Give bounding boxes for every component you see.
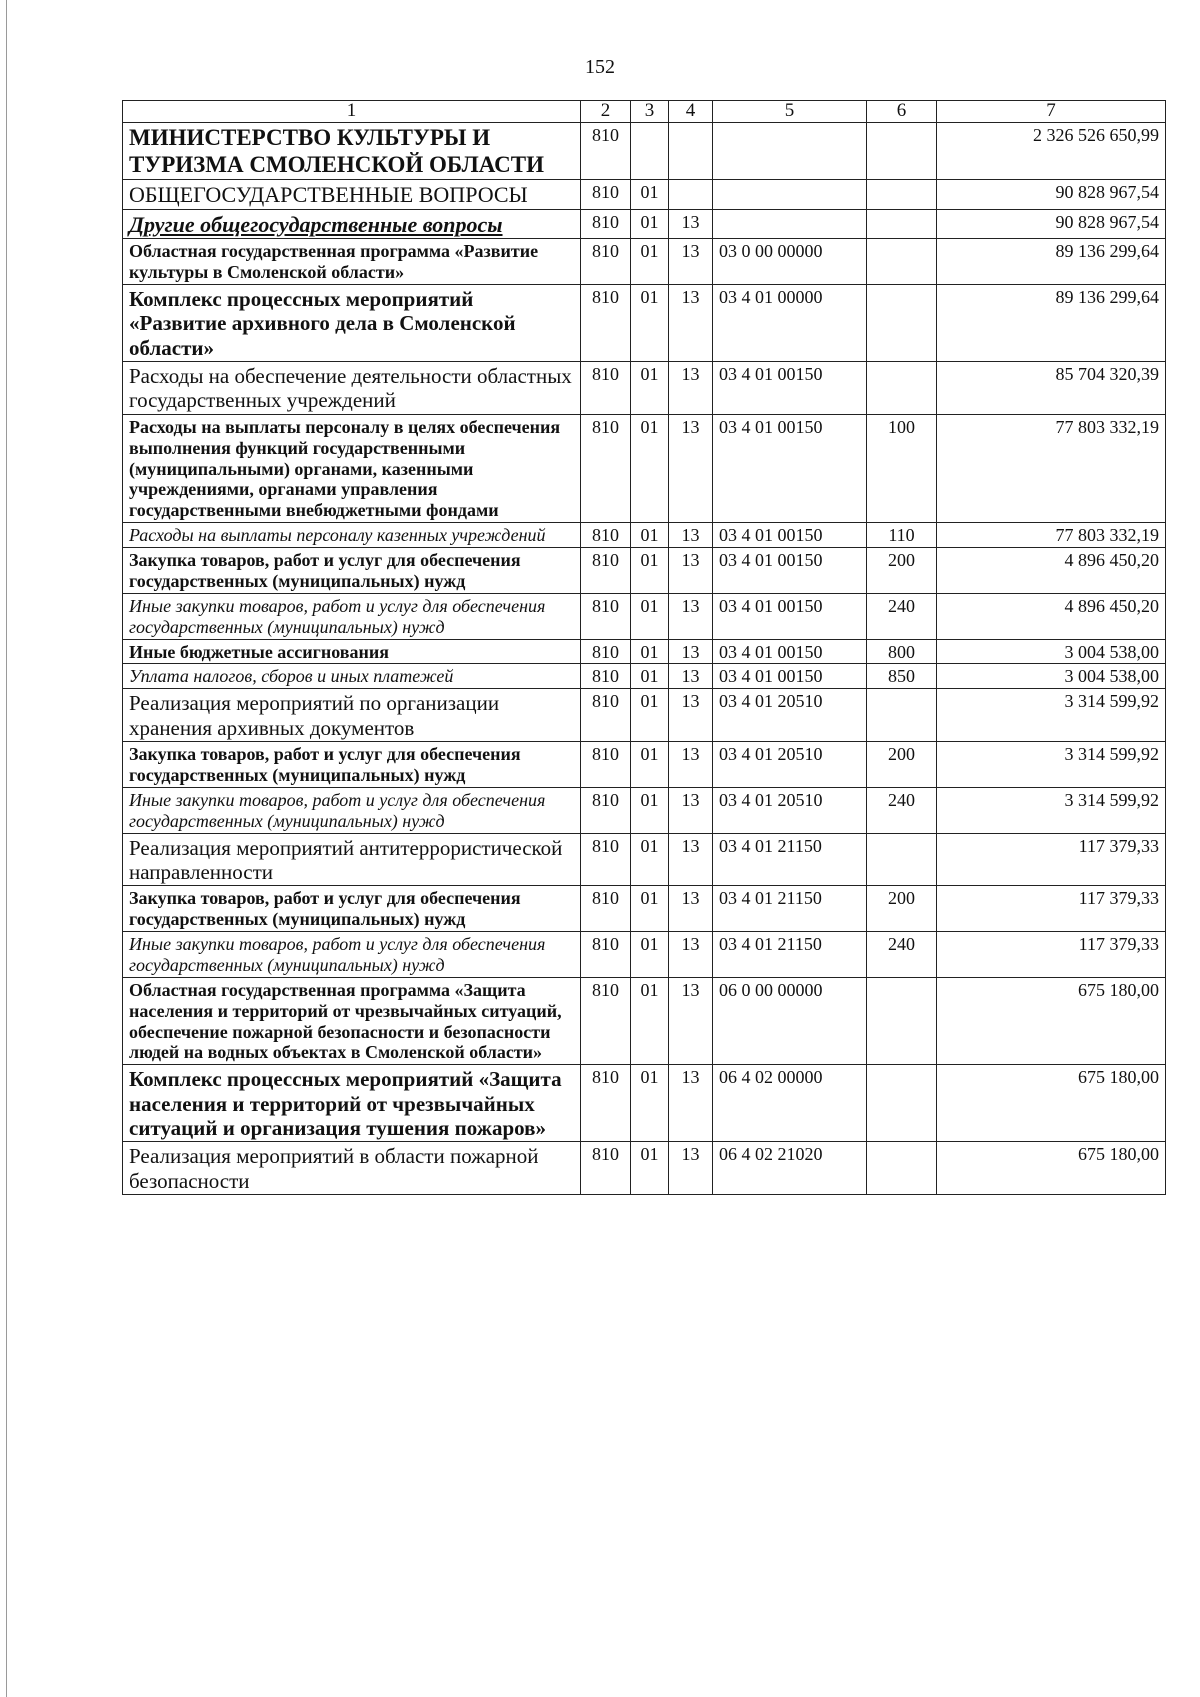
subsection-code-cell: 13 bbox=[669, 239, 713, 285]
subsection-code-cell: 13 bbox=[669, 414, 713, 522]
expense-type-cell: 240 bbox=[867, 932, 937, 978]
ministry-code-cell: 810 bbox=[581, 548, 631, 594]
ministry-code-cell: 810 bbox=[581, 239, 631, 285]
target-article-cell bbox=[713, 122, 867, 179]
table-row bbox=[123, 414, 1166, 522]
column-header: 3 bbox=[631, 101, 669, 123]
row-name-cell: ОБЩЕГОСУДАРСТВЕННЫЕ ВОПРОСЫ bbox=[123, 180, 581, 210]
table-row bbox=[123, 523, 1166, 548]
ministry-code-cell: 810 bbox=[581, 285, 631, 362]
row-name-cell: Иные закупки товаров, работ и услуг для обеспечения государственных (муниципальных) нужд bbox=[123, 932, 581, 978]
section-code-cell: 01 bbox=[631, 523, 669, 548]
table-row bbox=[123, 689, 1166, 742]
expense-type-cell bbox=[867, 239, 937, 285]
target-article-cell: 03 4 01 00150 bbox=[713, 523, 867, 548]
amount-cell: 2 326 526 650,99 bbox=[937, 122, 1166, 179]
section-code-cell: 01 bbox=[631, 239, 669, 285]
expense-type-cell: 200 bbox=[867, 886, 937, 932]
row-name-cell: Комплекс процессных мероприятий «Защита населения и территорий от чрезвычайных ситуаций и организация тушения пожаров» bbox=[123, 1065, 581, 1142]
expense-type-cell: 200 bbox=[867, 742, 937, 788]
expense-type-cell: 110 bbox=[867, 523, 937, 548]
ministry-code-cell: 810 bbox=[581, 593, 631, 639]
expense-type-cell bbox=[867, 1065, 937, 1142]
target-article-cell: 06 0 00 00000 bbox=[713, 977, 867, 1065]
table-row bbox=[123, 833, 1166, 886]
table-row bbox=[123, 664, 1166, 689]
ministry-code-cell: 810 bbox=[581, 122, 631, 179]
section-code-cell: 01 bbox=[631, 664, 669, 689]
subsection-code-cell: 13 bbox=[669, 285, 713, 362]
target-article-cell: 06 4 02 00000 bbox=[713, 1065, 867, 1142]
row-name-cell: Областная государственная программа «Развитие культуры в Смоленской области» bbox=[123, 239, 581, 285]
ministry-code-cell: 810 bbox=[581, 932, 631, 978]
ministry-code-cell: 810 bbox=[581, 1065, 631, 1142]
table-row bbox=[123, 787, 1166, 833]
target-article-cell: 03 4 01 00000 bbox=[713, 285, 867, 362]
amount-cell: 3 314 599,92 bbox=[937, 742, 1166, 788]
target-article-cell: 03 4 01 00150 bbox=[713, 414, 867, 522]
expense-type-cell bbox=[867, 180, 937, 210]
row-name-cell: Закупка товаров, работ и услуг для обеспечения государственных (муниципальных) нужд bbox=[123, 886, 581, 932]
subsection-code-cell: 13 bbox=[669, 833, 713, 886]
subsection-code-cell: 13 bbox=[669, 362, 713, 415]
ministry-code-cell: 810 bbox=[581, 639, 631, 664]
subsection-code-cell: 13 bbox=[669, 523, 713, 548]
ministry-code-cell: 810 bbox=[581, 209, 631, 239]
subsection-code-cell: 13 bbox=[669, 787, 713, 833]
target-article-cell: 03 4 01 00150 bbox=[713, 548, 867, 594]
ministry-code-cell: 810 bbox=[581, 886, 631, 932]
column-header: 1 bbox=[123, 101, 581, 123]
section-code-cell: 01 bbox=[631, 689, 669, 742]
column-header: 4 bbox=[669, 101, 713, 123]
ministry-code-cell: 810 bbox=[581, 362, 631, 415]
page-number: 152 bbox=[585, 56, 615, 78]
amount-cell: 3 314 599,92 bbox=[937, 787, 1166, 833]
row-name-cell: Реализация мероприятий по организации хранения архивных документов bbox=[123, 689, 581, 742]
amount-cell: 4 896 450,20 bbox=[937, 593, 1166, 639]
ministry-code-cell: 810 bbox=[581, 787, 631, 833]
amount-cell: 89 136 299,64 bbox=[937, 239, 1166, 285]
amount-cell: 90 828 967,54 bbox=[937, 209, 1166, 239]
target-article-cell: 03 4 01 20510 bbox=[713, 742, 867, 788]
row-name-cell: Расходы на выплаты персоналу казенных учреждений bbox=[123, 523, 581, 548]
row-name-cell: Комплекс процессных мероприятий «Развитие архивного дела в Смоленской области» bbox=[123, 285, 581, 362]
table-row bbox=[123, 122, 1166, 179]
table-row bbox=[123, 639, 1166, 664]
row-name-cell: Закупка товаров, работ и услуг для обеспечения государственных (муниципальных) нужд bbox=[123, 742, 581, 788]
section-code-cell: 01 bbox=[631, 1065, 669, 1142]
expense-type-cell: 240 bbox=[867, 787, 937, 833]
ministry-code-cell: 810 bbox=[581, 523, 631, 548]
expense-type-cell: 800 bbox=[867, 639, 937, 664]
subsection-code-cell: 13 bbox=[669, 742, 713, 788]
column-header: 7 bbox=[937, 101, 1166, 123]
column-header: 6 bbox=[867, 101, 937, 123]
target-article-cell: 03 4 01 20510 bbox=[713, 787, 867, 833]
section-code-cell: 01 bbox=[631, 742, 669, 788]
amount-cell: 117 379,33 bbox=[937, 833, 1166, 886]
section-code-cell: 01 bbox=[631, 593, 669, 639]
section-code-cell bbox=[631, 122, 669, 179]
section-code-cell: 01 bbox=[631, 639, 669, 664]
row-name-cell: Расходы на выплаты персоналу в целях обеспечения выполнения функций государственными (муниципальными) органами, казенными учреждениями, органами управления государственными внебюджетными фондами bbox=[123, 414, 581, 522]
target-article-cell: 06 4 02 21020 bbox=[713, 1142, 867, 1195]
row-name-cell: Иные закупки товаров, работ и услуг для обеспечения государственных (муниципальных) нужд bbox=[123, 593, 581, 639]
table-row bbox=[123, 209, 1166, 239]
row-name-cell: Иные бюджетные ассигнования bbox=[123, 639, 581, 664]
amount-cell: 675 180,00 bbox=[937, 977, 1166, 1065]
ministry-code-cell: 810 bbox=[581, 414, 631, 522]
section-code-cell: 01 bbox=[631, 548, 669, 594]
section-code-cell: 01 bbox=[631, 833, 669, 886]
table-row bbox=[123, 180, 1166, 210]
section-code-cell: 01 bbox=[631, 362, 669, 415]
expense-type-cell: 200 bbox=[867, 548, 937, 594]
section-code-cell: 01 bbox=[631, 932, 669, 978]
target-article-cell: 03 4 01 20510 bbox=[713, 689, 867, 742]
ministry-code-cell: 810 bbox=[581, 1142, 631, 1195]
row-name-cell: Реализация мероприятий в области пожарной безопасности bbox=[123, 1142, 581, 1195]
table-row bbox=[123, 932, 1166, 978]
row-name-cell: Иные закупки товаров, работ и услуг для обеспечения государственных (муниципальных) нужд bbox=[123, 787, 581, 833]
ministry-code-cell: 810 bbox=[581, 664, 631, 689]
table-row bbox=[123, 285, 1166, 362]
subsection-code-cell: 13 bbox=[669, 886, 713, 932]
subsection-code-cell: 13 bbox=[669, 1142, 713, 1195]
target-article-cell bbox=[713, 180, 867, 210]
table-row bbox=[123, 742, 1166, 788]
row-name-cell: Закупка товаров, работ и услуг для обеспечения государственных (муниципальных) нужд bbox=[123, 548, 581, 594]
section-code-cell: 01 bbox=[631, 180, 669, 210]
section-code-cell: 01 bbox=[631, 209, 669, 239]
amount-cell: 77 803 332,19 bbox=[937, 523, 1166, 548]
subsection-code-cell bbox=[669, 122, 713, 179]
expense-type-cell bbox=[867, 209, 937, 239]
subsection-code-cell: 13 bbox=[669, 664, 713, 689]
section-code-cell: 01 bbox=[631, 977, 669, 1065]
scan-edge-line bbox=[6, 0, 7, 1697]
subsection-code-cell: 13 bbox=[669, 932, 713, 978]
target-article-cell: 03 4 01 21150 bbox=[713, 932, 867, 978]
subsection-code-cell: 13 bbox=[669, 689, 713, 742]
ministry-code-cell: 810 bbox=[581, 833, 631, 886]
table-row bbox=[123, 886, 1166, 932]
table-row bbox=[123, 362, 1166, 415]
subsection-code-cell: 13 bbox=[669, 1065, 713, 1142]
subsection-code-cell bbox=[669, 180, 713, 210]
expense-type-cell: 240 bbox=[867, 593, 937, 639]
table-row bbox=[123, 1065, 1166, 1142]
expense-type-cell bbox=[867, 285, 937, 362]
target-article-cell: 03 4 01 00150 bbox=[713, 362, 867, 415]
table-row bbox=[123, 593, 1166, 639]
row-name-cell: МИНИСТЕРСТВО КУЛЬТУРЫ И ТУРИЗМА СМОЛЕНСКОЙ ОБЛАСТИ bbox=[123, 122, 581, 179]
row-name-cell: Областная государственная программа «Защита населения и территорий от чрезвычайных ситуаций, обеспечение пожарной безопасности и безопасности людей на водных объектах в Смоленской области» bbox=[123, 977, 581, 1065]
column-header: 2 bbox=[581, 101, 631, 123]
column-header: 5 bbox=[713, 101, 867, 123]
table-row bbox=[123, 977, 1166, 1065]
row-name-cell: Расходы на обеспечение деятельности областных государственных учреждений bbox=[123, 362, 581, 415]
section-code-cell: 01 bbox=[631, 886, 669, 932]
subsection-code-cell: 13 bbox=[669, 639, 713, 664]
expense-type-cell bbox=[867, 689, 937, 742]
target-article-cell bbox=[713, 209, 867, 239]
subsection-code-cell: 13 bbox=[669, 977, 713, 1065]
target-article-cell: 03 0 00 00000 bbox=[713, 239, 867, 285]
section-code-cell: 01 bbox=[631, 787, 669, 833]
expense-type-cell bbox=[867, 362, 937, 415]
ministry-code-cell: 810 bbox=[581, 689, 631, 742]
expense-type-cell: 850 bbox=[867, 664, 937, 689]
expense-type-cell bbox=[867, 122, 937, 179]
table-row bbox=[123, 239, 1166, 285]
target-article-cell: 03 4 01 21150 bbox=[713, 886, 867, 932]
ministry-code-cell: 810 bbox=[581, 180, 631, 210]
target-article-cell: 03 4 01 00150 bbox=[713, 593, 867, 639]
target-article-cell: 03 4 01 00150 bbox=[713, 639, 867, 664]
ministry-code-cell: 810 bbox=[581, 977, 631, 1065]
table-row bbox=[123, 1142, 1166, 1195]
expense-type-cell bbox=[867, 833, 937, 886]
subsection-code-cell: 13 bbox=[669, 548, 713, 594]
amount-cell: 89 136 299,64 bbox=[937, 285, 1166, 362]
row-name-cell: Другие общегосударственные вопросы bbox=[123, 209, 581, 239]
row-name-cell: Уплата налогов, сборов и иных платежей bbox=[123, 664, 581, 689]
target-article-cell: 03 4 01 00150 bbox=[713, 664, 867, 689]
expense-type-cell bbox=[867, 977, 937, 1065]
expense-type-cell: 100 bbox=[867, 414, 937, 522]
target-article-cell: 03 4 01 21150 bbox=[713, 833, 867, 886]
amount-cell: 4 896 450,20 bbox=[937, 548, 1166, 594]
amount-cell: 117 379,33 bbox=[937, 886, 1166, 932]
amount-cell: 3 004 538,00 bbox=[937, 639, 1166, 664]
expense-type-cell bbox=[867, 1142, 937, 1195]
subsection-code-cell: 13 bbox=[669, 209, 713, 239]
amount-cell: 117 379,33 bbox=[937, 932, 1166, 978]
section-code-cell: 01 bbox=[631, 414, 669, 522]
amount-cell: 77 803 332,19 bbox=[937, 414, 1166, 522]
row-name-cell: Реализация мероприятий антитеррористической направленности bbox=[123, 833, 581, 886]
amount-cell: 3 004 538,00 bbox=[937, 664, 1166, 689]
amount-cell: 675 180,00 bbox=[937, 1142, 1166, 1195]
column-number-header-row bbox=[123, 101, 1166, 123]
subsection-code-cell: 13 bbox=[669, 593, 713, 639]
section-code-cell: 01 bbox=[631, 285, 669, 362]
amount-cell: 85 704 320,39 bbox=[937, 362, 1166, 415]
budget-table bbox=[122, 100, 1166, 1195]
amount-cell: 3 314 599,92 bbox=[937, 689, 1166, 742]
section-code-cell: 01 bbox=[631, 1142, 669, 1195]
amount-cell: 90 828 967,54 bbox=[937, 180, 1166, 210]
table-row bbox=[123, 548, 1166, 594]
ministry-code-cell: 810 bbox=[581, 742, 631, 788]
amount-cell: 675 180,00 bbox=[937, 1065, 1166, 1142]
